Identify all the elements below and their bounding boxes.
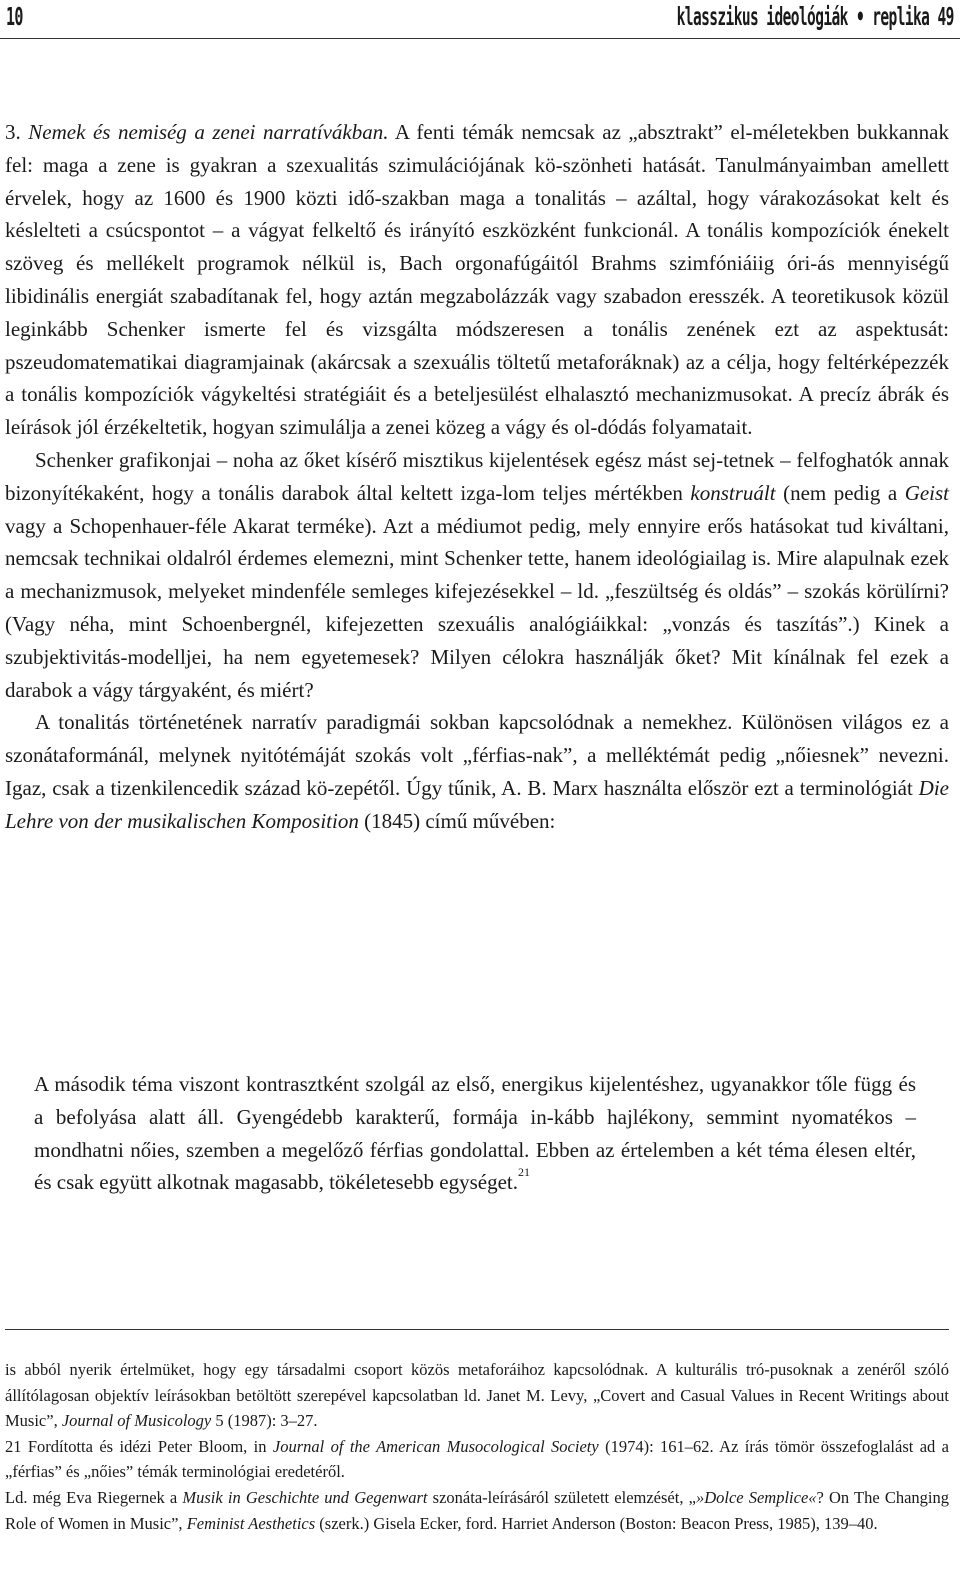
paragraph-3-text-a: A tonalitás történetének narratív paradigmái sokban kapcsolódnak a nemekhez. Különösen világos ez a szonátaformánál, melynek nyitótémáját szokás volt „férfias-nak”, a melléktémát pedig „nőiesnek” nevezni. Igaz, csak a tizenkilencedik század kö-zepétől. Úgy tűnik, A. B. Marx használta először ezt a terminológiát [5, 710, 949, 800]
footnote-1-text-a: is abból nyerik értelmüket, hogy egy társadalmi csoport közös metaforáihoz kapcsolódnak. A kulturális tró-pusoknak a zenéről szóló állítólagosan objektív leírásokban betöltött szerepével kapcsolatban ld. Janet M. Levy, „Covert and Casual Values in Recent Writings about Music”, [5, 1360, 949, 1431]
paragraph-2-text-b: (nem pedig a [775, 480, 905, 505]
paragraph-2-text-a: Schenker grafikonjai – noha az őket kísérő misztikus kijelentések egész mást sej-tetnek – felfoghatók annak bizonyítékaként, hogy a tonális darabok által keltett izga-lom teljes mértékben [5, 447, 949, 505]
footnote-21-journal: Journal of the American Musocological Society [272, 1436, 599, 1456]
footnote-3-text-d: (szerk.) Gisela Ecker, ford. Harriet Anderson (Boston: Beacon Press, 1985), 139–40. [315, 1513, 878, 1533]
body-text [5, 116, 949, 838]
footnote-21-continued [5, 1485, 949, 1536]
footnote-rule [5, 1329, 949, 1330]
quote-text: A második téma viszont kontrasztként szolgál az első, energikus kijelentéshez, ugyanakkor tőle függ és a befolyása alatt áll. Gyengédebb karakterű, formája in-kább hajlékony, semmint nyomatékos – mondhatni nőies, szemben a megelőző férfias gondolattal. Ebben az értelemben a két téma élesen eltér, és csak együtt alkotnak magasabb, tökéletesebb egységet. [34, 1072, 916, 1195]
paragraph-1-text: A fenti témák nemcsak az „absztrakt” el-méletekben bukkannak fel: maga a zene is gyakran a szexualitás szimulációjának kö-szönheti hatását. Tanulmányaimban amellett érvelek, hogy az 1600 és 1900 közti idő-szakban maga a tonalitás – azáltal, hogy várakozásokat kelt és késlelteti a csúcspontot – a vágyat felkeltő és irányító eszközként funkcionál. A tonális kompozíciók énekelt szöveg és mellékelt programok nélkül is, Bach orgonafúgáitól Brahms szimfóniáiig óri-ás mennyiségű libidinális energiát szabadítanak fel, hogy aztán megzabolázzák vagy szabadon eresszék. A teoretikusok közül leginkább Schenker ismerte fel és vizsgálta módszeresen a tonális zenének ezt az aspektusát: pszeudomatematikai diagramjainak (akárcsak a szexuális töltetű metaforáknak) az a célja, hogy feltérképezzék a tonális kompozíciók vágykeltési stratégiáit és a beteljesülést elhalasztó mechanizmusokat. A precíz ábrák és leírások jól érzékeltetik, hogyan szimulálja a zenei közeg a vágy és ol-dódás folyamatait. [5, 120, 950, 440]
paragraph-3-book-title: Die Lehre von der musikalischen Komposition [5, 775, 949, 833]
page-number: 10 [6, 2, 23, 31]
footnotes [5, 1357, 949, 1536]
section-title: Nemek és nemiség a zenei narratívákban. [28, 120, 389, 144]
block-quote [34, 1068, 916, 1199]
paragraph-3-text-b: (1845) című művében: [358, 808, 556, 833]
footnote-continuation [5, 1357, 949, 1434]
footnote-ref-21[interactable]: 21 [518, 1165, 531, 1180]
footnote-3-italic-b: »Dolce Semplice« [695, 1487, 817, 1507]
paragraph-1 [5, 116, 949, 444]
header-rule [0, 38, 960, 39]
footnote-3-text-c: ? On The Changing Role of Women in Music”, [5, 1487, 949, 1533]
footnote-3-italic-c: Feminist Aesthetics [186, 1513, 316, 1533]
footnote-21 [5, 1434, 949, 1485]
footnote-3-text-b: szonáta-leírásáról született elemzését, „ [427, 1487, 696, 1507]
footnote-3-italic-a: Musik in Geschichte und Gegenwart [182, 1487, 428, 1507]
running-head: klasszikus ideológiák • replika 49 [676, 2, 954, 31]
footnote-1-journal: Journal of Musicology [61, 1411, 212, 1431]
paragraph-2-text-c: vagy a Schopenhauer-féle Akarat terméke). Azt a médiumot pedig, mely ennyire erős hatásokat tud kiváltani, nemcsak technikai oldalról érdemes elemezni, mint Schenker tette, hanem ideológiailag is. Mire alapulnak ezek a mechanizmusok, melyeket mindenféle semleges kifejezésekkel – ld. „feszültség és oldás” – szokás körülírni? (Vagy néha, mint Schoenbergnél, kifejezetten szexuális analógiáikkal: „vonzás és taszítás”.) Kinek a szubjektivitás-modelljei, ha nem egyetemesek? Milyen célokra használják őket? Mit kínálnak fel ezek a darabok a vágy tárgyaként, és miért? [5, 513, 949, 702]
page-header [0, 0, 960, 40]
footnote-3-text-a: Ld. még Eva Riegernek a [5, 1487, 183, 1507]
footnote-1-text-b: 5 (1987): 3–27. [211, 1411, 318, 1431]
paragraph-3 [5, 706, 949, 837]
paragraph-2-italic-b: Geist [904, 480, 950, 505]
paragraph-2 [5, 444, 949, 706]
footnote-21-text-a: 21 Fordította és idézi Peter Bloom, in [5, 1436, 273, 1456]
paragraph-1-number: 3. [5, 120, 29, 144]
footnote-21-text-b: (1974): 161–62. Az írás tömör összefoglalást ad a „férfias” és „nőies” témák terminológiai eredetéről. [5, 1436, 950, 1482]
paragraph-2-italic-a: konstruált [690, 480, 776, 505]
